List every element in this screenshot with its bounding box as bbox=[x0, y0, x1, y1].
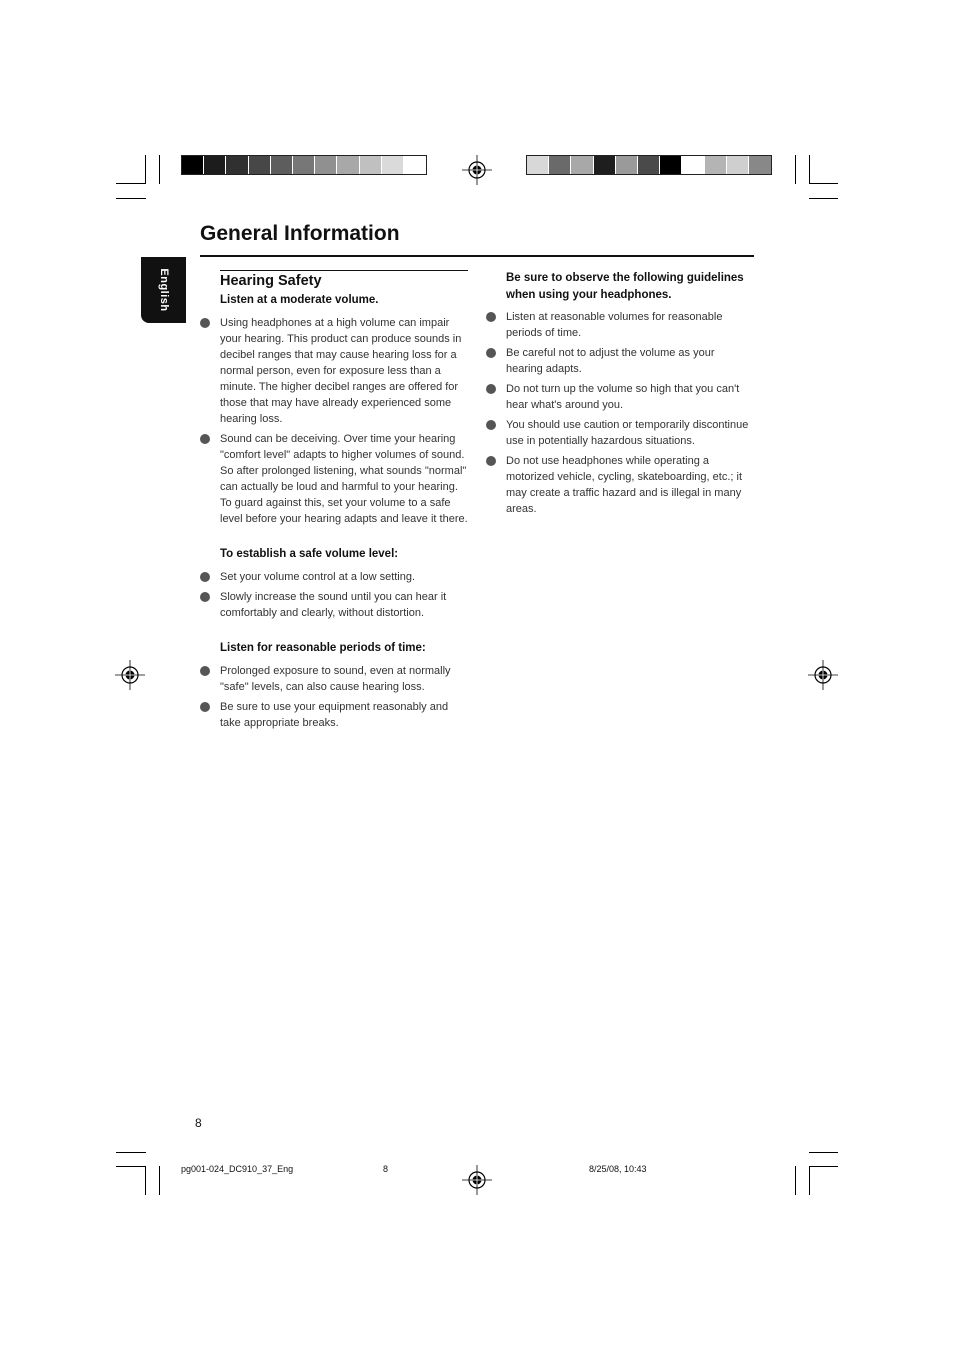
list-item-text: Using headphones at a high volume can impair your hearing. This product can produce sounds in decibel ranges that may cause hearing loss for a normal person, even for exposure less than a minute. The higher decibel ranges are offered for those that may have already experienced some hearing loss. bbox=[220, 317, 462, 425]
color-swatch bbox=[571, 156, 593, 174]
bullet-list bbox=[200, 315, 468, 527]
bullet-icon bbox=[200, 572, 210, 582]
list-item bbox=[200, 663, 468, 695]
list-item-text: Set your volume control at a low setting. bbox=[220, 571, 416, 583]
bullet-icon bbox=[486, 312, 496, 322]
list-item-text: Do not use headphones while operating a motorized vehicle, cycling, skateboarding, etc.; it may create a traffic hazard and is illegal in many areas. bbox=[506, 455, 743, 515]
color-swatch bbox=[616, 156, 638, 174]
list-item bbox=[200, 589, 468, 621]
color-swatch bbox=[249, 156, 271, 174]
registration-mark-icon bbox=[462, 155, 492, 185]
language-tab-label: English bbox=[157, 268, 170, 312]
list-item bbox=[200, 699, 468, 731]
color-swatch bbox=[382, 156, 404, 174]
crop-mark bbox=[116, 198, 146, 199]
list-item-text: Listen at reasonable volumes for reasonable periods of time. bbox=[506, 311, 723, 339]
color-calibration-bar-right bbox=[526, 155, 772, 175]
subhead-moderate-volume: Listen at a moderate volume. bbox=[220, 294, 379, 306]
bullet-icon bbox=[486, 384, 496, 394]
crop-mark bbox=[145, 1166, 146, 1195]
registration-mark-icon bbox=[462, 1165, 492, 1195]
list-item bbox=[486, 453, 751, 517]
list-item-text: Do not turn up the volume so high that you can't hear what's around you. bbox=[506, 383, 740, 411]
crop-mark bbox=[116, 1166, 146, 1167]
crop-mark bbox=[795, 1166, 796, 1195]
color-swatch bbox=[594, 156, 616, 174]
footer-datetime: 8/25/08, 10:43 bbox=[589, 1164, 647, 1174]
left-column bbox=[200, 270, 468, 735]
list-item bbox=[200, 315, 468, 427]
list-item-text: Sound can be deceiving. Over time your hearing "comfort level" adapts to higher volumes of sound. So after prolonged listening, what sounds "normal" can actually be loud and harmful to your hearing. To guard against this, set your volume to a safe level before your hearing adapts and leave it there. bbox=[220, 433, 468, 525]
list-item bbox=[486, 345, 751, 377]
crop-mark bbox=[809, 1152, 838, 1153]
list-item bbox=[200, 431, 468, 527]
color-swatch bbox=[293, 156, 315, 174]
list-item-text: You should use caution or temporarily discontinue use in potentially hazardous situations. bbox=[506, 419, 749, 447]
headphone-guidelines-intro: Be sure to observe the following guidelines when using your headphones. bbox=[506, 272, 744, 301]
list-item-text: Be sure to use your equipment reasonably and take appropriate breaks. bbox=[220, 701, 449, 729]
section-title: Hearing Safety bbox=[220, 273, 322, 289]
crop-mark bbox=[809, 1166, 810, 1195]
crop-mark bbox=[809, 1166, 838, 1167]
bullet-icon bbox=[486, 420, 496, 430]
language-tab bbox=[141, 257, 186, 323]
list-item bbox=[486, 381, 751, 413]
registration-mark-icon bbox=[115, 660, 145, 690]
crop-mark bbox=[809, 183, 838, 184]
color-swatch bbox=[660, 156, 682, 174]
title-divider bbox=[200, 255, 754, 257]
bullet-icon bbox=[200, 434, 210, 444]
color-swatch bbox=[749, 156, 771, 174]
bullet-list bbox=[486, 309, 751, 517]
section-divider bbox=[220, 270, 468, 271]
crop-mark bbox=[809, 198, 838, 199]
color-swatch bbox=[182, 156, 204, 174]
crop-mark bbox=[159, 1166, 160, 1195]
crop-mark bbox=[116, 183, 146, 184]
subhead-safe-volume: To establish a safe volume level: bbox=[220, 548, 399, 560]
color-swatch bbox=[638, 156, 660, 174]
crop-mark bbox=[116, 1152, 146, 1153]
list-item bbox=[200, 569, 468, 585]
footer-page: 8 bbox=[383, 1164, 389, 1174]
color-swatch bbox=[705, 156, 727, 174]
color-swatch bbox=[527, 156, 549, 174]
color-swatch bbox=[204, 156, 226, 174]
color-swatch bbox=[315, 156, 337, 174]
color-swatch bbox=[727, 156, 749, 174]
list-item-text: Prolonged exposure to sound, even at normally "safe" levels, can also cause hearing loss. bbox=[220, 665, 451, 693]
color-swatch bbox=[549, 156, 571, 174]
color-swatch bbox=[337, 156, 359, 174]
footer-filename: pg001-024_DC910_37_Eng bbox=[181, 1164, 294, 1174]
bullet-list bbox=[200, 569, 468, 621]
color-swatch bbox=[404, 156, 426, 174]
list-item bbox=[486, 417, 751, 449]
bullet-icon bbox=[200, 666, 210, 676]
bullet-icon bbox=[486, 456, 496, 466]
color-swatch bbox=[226, 156, 248, 174]
bullet-icon bbox=[200, 592, 210, 602]
page-number: 8 bbox=[195, 1116, 202, 1130]
color-swatch bbox=[360, 156, 382, 174]
page-title: General Information bbox=[200, 222, 400, 245]
color-calibration-bar-left bbox=[181, 155, 427, 175]
list-item-text: Slowly increase the sound until you can hear it comfortably and clearly, without distortion. bbox=[220, 591, 447, 619]
registration-mark-icon bbox=[808, 660, 838, 690]
crop-mark bbox=[159, 155, 160, 184]
bullet-icon bbox=[200, 318, 210, 328]
color-swatch bbox=[682, 156, 704, 174]
crop-mark bbox=[809, 155, 810, 184]
color-swatch bbox=[271, 156, 293, 174]
list-item bbox=[486, 309, 751, 341]
right-column bbox=[486, 270, 751, 521]
bullet-icon bbox=[200, 702, 210, 712]
crop-mark bbox=[795, 155, 796, 184]
bullet-icon bbox=[486, 348, 496, 358]
list-item-text: Be careful not to adjust the volume as your hearing adapts. bbox=[506, 347, 715, 375]
bullet-list bbox=[200, 663, 468, 731]
crop-mark bbox=[145, 155, 146, 184]
subhead-listening-periods: Listen for reasonable periods of time: bbox=[220, 642, 426, 654]
